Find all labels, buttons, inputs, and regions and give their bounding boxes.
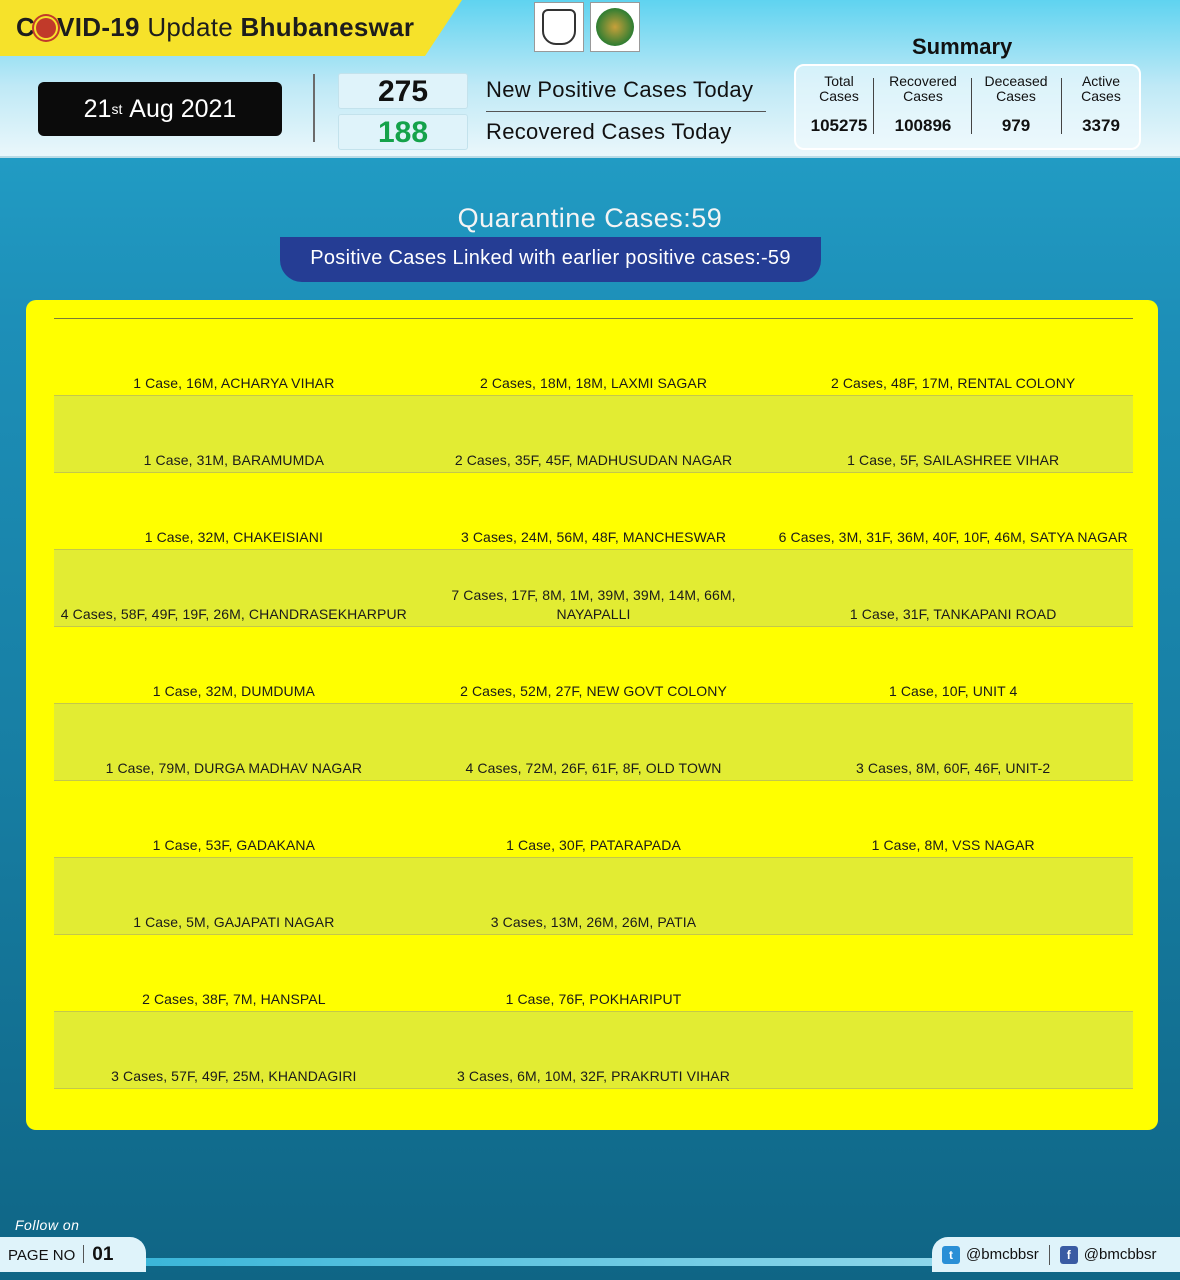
summary-value: 105275 xyxy=(810,116,868,135)
new-cases-label: New Positive Cases Today xyxy=(486,77,754,102)
social-divider xyxy=(1049,1245,1050,1265)
table-cell: 1 Case, 16M, ACHARYA VIHAR xyxy=(133,375,335,391)
linked-cases-banner: Positive Cases Linked with earlier positive cases:-59 xyxy=(280,237,821,282)
table-row xyxy=(54,1012,1133,1089)
summary-value: 979 xyxy=(1001,116,1031,135)
table-cell: 1 Case, 32M, DUMDUMA xyxy=(152,683,315,699)
table-cell: 1 Case, 31F, TANKAPANI ROAD xyxy=(849,606,1057,622)
page-title xyxy=(16,12,414,43)
table-row xyxy=(54,319,1133,396)
table-cell: 3 Cases, 13M, 26M, 26M, PATIA xyxy=(490,914,697,930)
table-cell: 6 Cases, 3M, 31F, 36M, 40F, 10F, 46M, SATYA NAGAR xyxy=(778,529,1128,545)
table-row xyxy=(54,858,1133,935)
table-cell: 3 Cases, 6M, 10M, 32F, PRAKRUTI VIHAR xyxy=(457,1068,730,1084)
new-cases-count: 275 xyxy=(338,73,468,109)
cases-card xyxy=(26,300,1158,1130)
summary-label: Recovered xyxy=(889,73,957,89)
virus-icon xyxy=(36,18,56,38)
table-cell: 1 Case, 31M, BARAMUMDA xyxy=(143,452,325,468)
table-cell: 2 Cases, 48F, 17M, RENTAL COLONY xyxy=(830,375,1076,391)
table-row xyxy=(54,704,1133,781)
footer-strip xyxy=(146,1258,946,1266)
summary-recovered xyxy=(880,74,966,136)
summary-value: 3379 xyxy=(1082,116,1120,135)
summary-label: Cases xyxy=(819,88,859,104)
social-links xyxy=(932,1237,1180,1272)
table-cell: 1 Case, 5F, SAILASHREE VIHAR xyxy=(847,452,1060,468)
page-label: PAGE NO xyxy=(8,1247,76,1264)
table-row xyxy=(54,396,1133,473)
emblem-icon xyxy=(542,9,576,45)
summary-divider xyxy=(1061,78,1062,134)
title-prefix: C xyxy=(16,12,36,42)
title-city: Bhubaneswar xyxy=(240,12,415,42)
recovered-cases-count: 188 xyxy=(338,114,468,150)
bmc-emblem-icon xyxy=(596,8,634,46)
summary-divider xyxy=(873,78,874,134)
date-month-year: Aug 2021 xyxy=(129,94,237,123)
page-divider xyxy=(83,1245,84,1263)
facebook-icon[interactable]: f xyxy=(1060,1246,1078,1264)
table-cell xyxy=(773,935,1133,1011)
table-cell: 1 Case, 30F, PATARAPADA xyxy=(506,837,681,853)
table-cell xyxy=(773,858,1133,934)
summary-title: Summary xyxy=(912,34,1013,59)
table-cell: 1 Case, 76F, POKHARIPUT xyxy=(505,991,682,1007)
quarantine-title: Quarantine Cases:59 xyxy=(457,203,723,233)
table-cell: 1 Case, 32M, CHAKEISIANI xyxy=(144,529,323,545)
table-cell: 2 Cases, 18M, 18M, LAXMI SAGAR xyxy=(479,375,708,391)
table-cell: 4 Cases, 58F, 49F, 19F, 26M, CHANDRASEKHARPUR xyxy=(60,606,407,622)
header-divider xyxy=(313,74,315,142)
page-number-box xyxy=(0,1237,146,1272)
twitter-icon[interactable]: t xyxy=(942,1246,960,1264)
stat-divider xyxy=(486,111,766,112)
table-cell: 1 Case, 79M, DURGA MADHAV NAGAR xyxy=(105,760,363,776)
table-row xyxy=(54,935,1133,1012)
table-cell: 2 Cases, 38F, 7M, HANSPAL xyxy=(142,991,326,1007)
table-cell: 4 Cases, 72M, 26F, 61F, 8F, OLD TOWN xyxy=(465,760,722,776)
date-suffix: st xyxy=(111,101,123,117)
summary-divider xyxy=(971,78,972,134)
table-cell: 3 Cases, 8M, 60F, 46F, UNIT-2 xyxy=(856,760,1051,776)
table-cell: 1 Case, 10F, UNIT 4 xyxy=(888,683,1018,699)
table-cell: 3 Cases, 57F, 49F, 25M, KHANDAGIRI xyxy=(111,1068,357,1084)
summary-deceased xyxy=(978,74,1054,136)
summary-label: Cases xyxy=(996,88,1036,104)
summary-active xyxy=(1066,74,1136,136)
date-day: 21 xyxy=(83,94,112,123)
table-row xyxy=(54,781,1133,858)
follow-label: Follow on xyxy=(15,1217,80,1233)
bmc-logo xyxy=(590,2,640,52)
header-band xyxy=(0,0,1180,158)
summary-total xyxy=(802,74,876,136)
table-row xyxy=(54,627,1133,704)
odisha-govt-logo xyxy=(534,2,584,52)
table-cell: 2 Cases, 35F, 45F, MADHUSUDAN NAGAR xyxy=(454,452,733,468)
summary-label: Cases xyxy=(1081,88,1121,104)
summary-value: 100896 xyxy=(894,116,952,135)
table-cell: 3 Cases, 24M, 56M, 48F, MANCHESWAR xyxy=(460,529,727,545)
table-cell xyxy=(773,1012,1133,1088)
recovered-cases-label: Recovered Cases Today xyxy=(486,119,732,144)
summary-label: Active xyxy=(1081,73,1121,89)
summary-label: Total xyxy=(824,73,854,89)
facebook-handle[interactable]: @bmcbbsr xyxy=(1083,1246,1157,1263)
title-covid: VID-19 xyxy=(57,12,140,42)
table-cell: 1 Case, 5M, GAJAPATI NAGAR xyxy=(133,914,335,930)
table-cell: 1 Case, 8M, VSS NAGAR xyxy=(871,837,1035,853)
table-cell: 2 Cases, 52M, 27F, NEW GOVT COLONY xyxy=(460,683,727,699)
page-number: 01 xyxy=(92,1244,114,1265)
twitter-handle[interactable]: @bmcbbsr xyxy=(966,1246,1039,1263)
table-row xyxy=(54,473,1133,550)
table-cell: 1 Case, 53F, GADAKANA xyxy=(152,837,316,853)
summary-label: Cases xyxy=(903,88,943,104)
cases-table xyxy=(54,319,1133,1089)
date-badge xyxy=(38,82,282,136)
title-update: Update xyxy=(147,12,233,42)
summary-panel xyxy=(794,64,1141,150)
table-row xyxy=(54,550,1133,627)
summary-label: Deceased xyxy=(984,73,1048,89)
table-cell: 7 Cases, 17F, 8M, 1M, 39M, 39M, 14M, 66M, NAYAPALLI xyxy=(451,587,736,622)
